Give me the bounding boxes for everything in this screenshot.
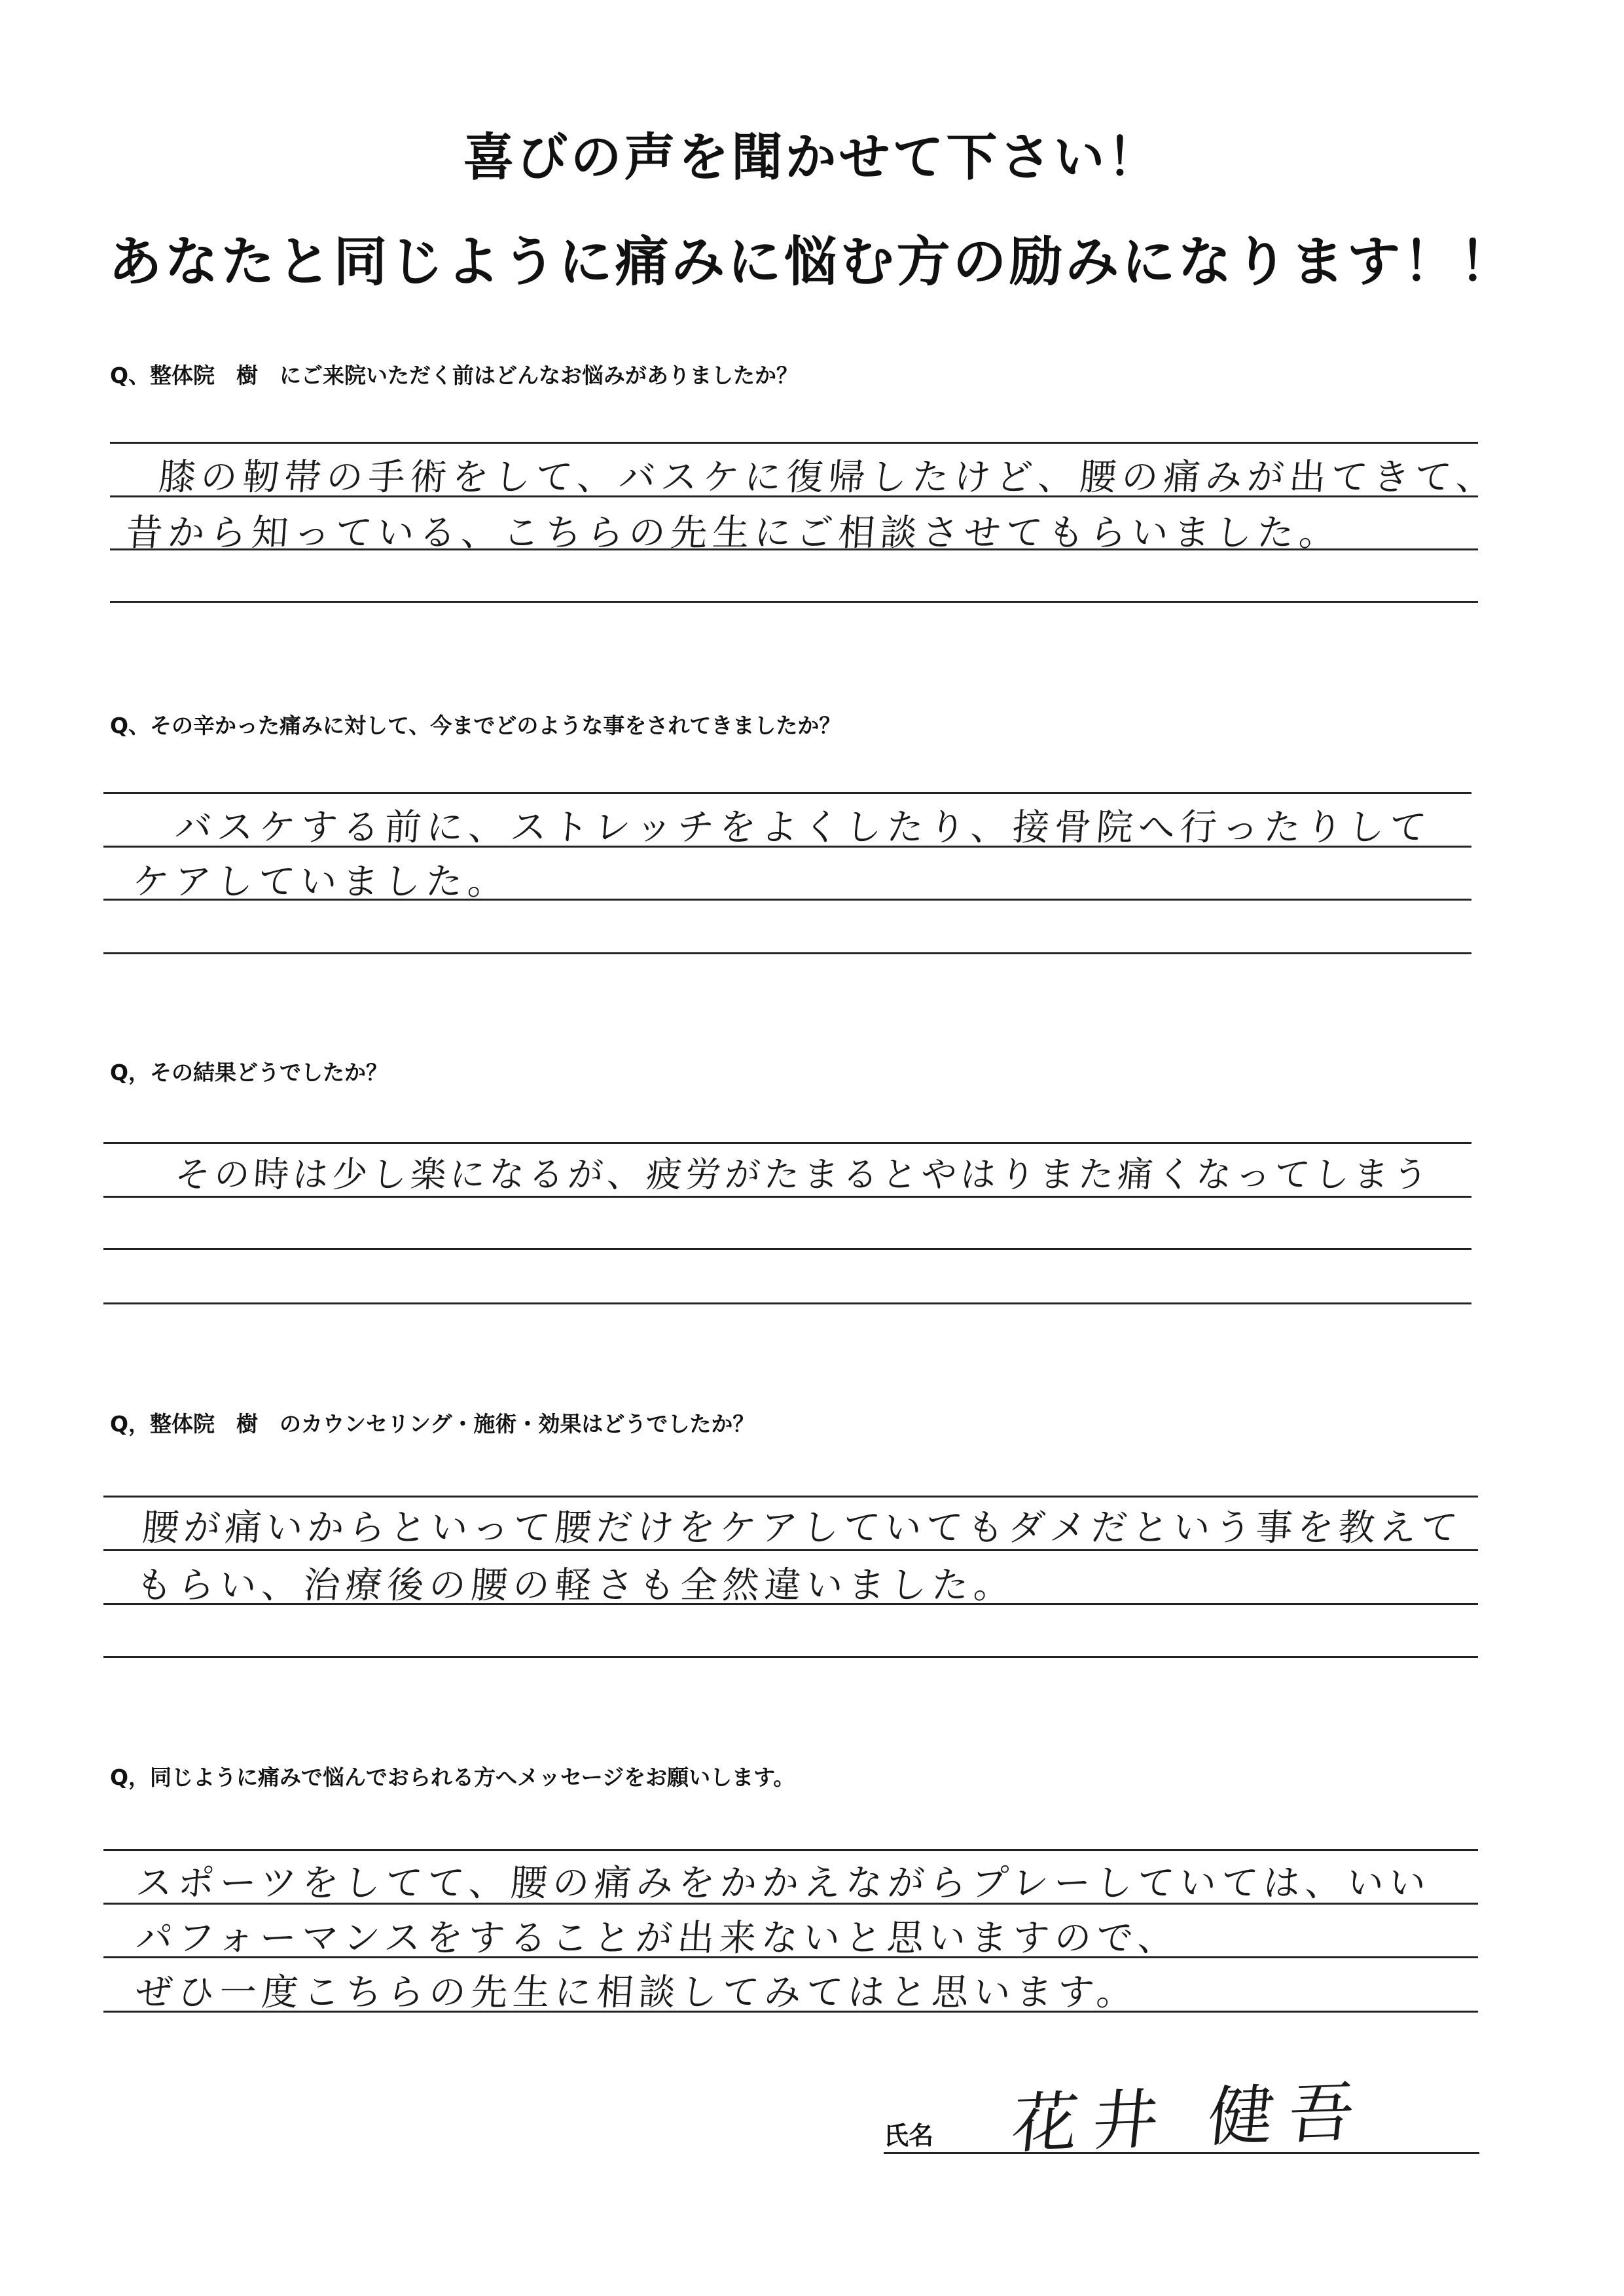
question-4: Q，整体院 樹 のカウンセリング・施術・効果はどうでしたか？	[110, 1411, 755, 1437]
answer-2-line-2: ケアしていました。	[131, 861, 511, 903]
answer-5-line-3: ぜひ一度こちらの先生に相談してみてはと思います。	[134, 1971, 1140, 2014]
answer-rule	[103, 1142, 1471, 1144]
answer-5-line-2: パフォーマンスをすることが出来ないと思いますので、	[134, 1917, 1182, 1960]
answer-rule	[103, 1656, 1478, 1658]
answer-rule	[110, 442, 1478, 444]
question-5: Q，同じように痛みで悩んでおられる方へメッセージをお願いします。	[110, 1765, 795, 1790]
answer-5-line-1: スポーツをしてて、腰の痛みをかかえながらプレーしていては、いい	[134, 1862, 1433, 1905]
answer-rule	[103, 1248, 1471, 1250]
answer-rule	[103, 952, 1471, 954]
answer-2-line-1: バスケする前に、ストレッチをよくしたり、接骨院へ行ったりして	[173, 806, 1434, 849]
answer-4-line-2: もらい、治療後の腰の軽さも全然違いました。	[134, 1564, 1017, 1607]
headline-sub: あなたと同じように痛みに悩む方の励みになります！！	[108, 231, 1516, 293]
answer-4-line-1: 腰が痛いからといって腰だけをケアしていてもダメだという事を教えて	[141, 1507, 1464, 1549]
answer-1-line-2: 昔から知っている、こちらの先生にご相談させてもらいました。	[124, 512, 1343, 554]
answer-3-line-1: その時は少し楽になるが、疲労がたまるとやはりまた痛くなってしまう	[173, 1154, 1434, 1195]
answer-rule	[103, 792, 1471, 794]
question-3: Q，その結果どうでしたか？	[110, 1060, 388, 1085]
name-label: 氏名	[884, 2121, 934, 2150]
signature-name: 花井 健吾	[1008, 2073, 1373, 2163]
answer-rule	[110, 601, 1478, 603]
answer-1-line-1: 膝の靭帯の手術をして、バスケに復帰したけど、腰の痛みが出てきて、	[157, 456, 1500, 499]
signature-line	[884, 2152, 1479, 2154]
answer-rule	[103, 1496, 1478, 1498]
answer-rule	[103, 1849, 1478, 1851]
question-1: Q、整体院 樹 にご来院いただく前はどんなお悩みがありましたか？	[110, 363, 799, 388]
question-2: Q、その辛かった痛みに対して、今までどのような事をされてきましたか？	[110, 713, 841, 738]
headline-main: 喜びの声を聞かせて下さい！	[463, 128, 1161, 187]
answer-rule	[103, 1302, 1471, 1304]
